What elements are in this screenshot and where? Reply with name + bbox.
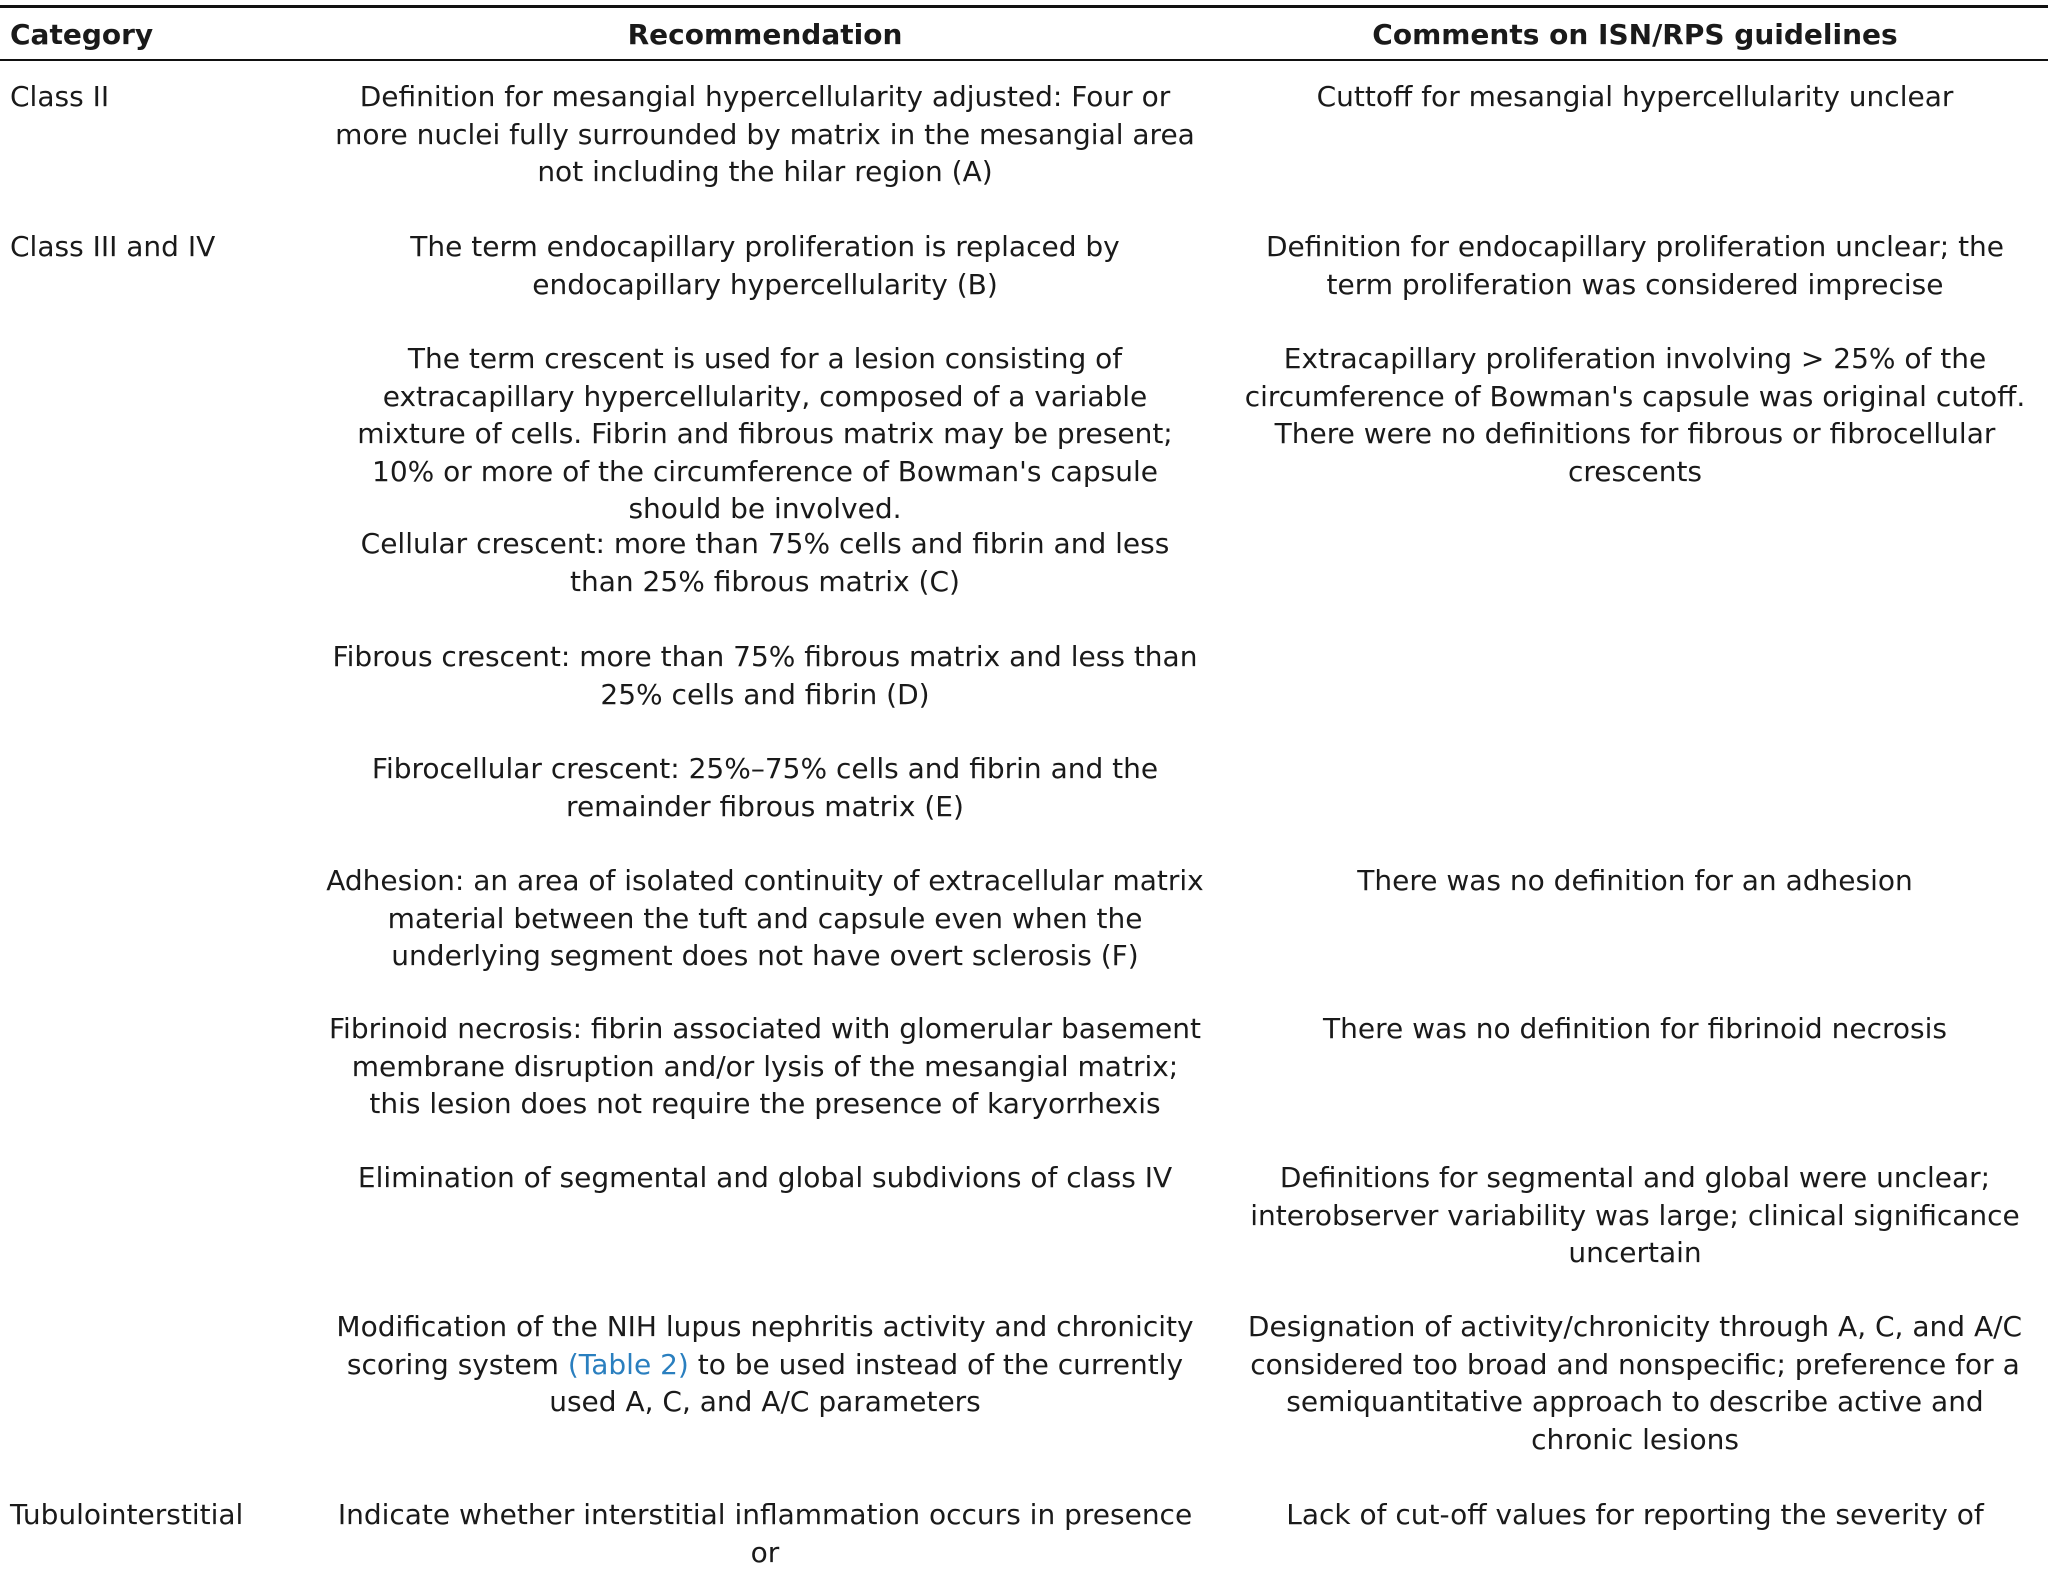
recommendation-text: Modification of the NIH lupus nephritis activity and chronicity scoring system [336,1310,1194,1381]
row-recommendation: The term endocapillary proliferation is replaced by endocapillary hypercellularity (B) [410,230,1120,301]
row-comment: There was no definition for an adhesion [1357,864,1913,897]
row-comment: Extracapillary proliferation involving > 25% of the circumference of Bowman's capsule was original cutoff. There were no definitions for fibrous or fibrocellular crescents [1244,342,2026,488]
header-rule [0,59,2048,61]
recommendation-text: to be used instead of the currently used A, C, and A/C parameters [549,1347,1184,1418]
table-2-link[interactable]: (Table 2) [567,1347,689,1381]
row-category: Class II [10,80,110,113]
row-recommendation: Adhesion: an area of isolated continuity of extracellular matrix material between the tuft and capsule even when the underlying segment does not have overt sclerosis (F) [326,864,1204,972]
row-recommendation: Elimination of segmental and global subdivions of class IV [357,1161,1173,1194]
row-comment: Designation of activity/chronicity through A, C, and A/C considered too broad and nonspecific; preference for a semiquantitative approach to describe active and chronic lesions [1247,1310,2023,1456]
row-comment: Lack of cut-off values for reporting the severity of [1286,1498,1984,1531]
row-recommendation: The term crescent is used for a lesion consisting of extracapillary hypercellularity, composed of a variable mixture of cells. Fibrin and fibrous matrix may be present; 10% or more of the circumference of Bowman's capsule should be involved. [357,342,1173,525]
column-header-category: Category [10,18,154,51]
row-comment: There was no definition for fibrinoid necrosis [1323,1012,1947,1045]
row-recommendation: Fibrous crescent: more than 75% fibrous matrix and less than 25% cells and fibrin (D) [332,640,1198,711]
row-comment: Definition for endocapillary proliferation unclear; the term proliferation was considered imprecise [1265,230,2005,301]
row-comment: Cuttoff for mesangial hypercellularity unclear [1316,80,1954,113]
row-category: Class III and IV [10,230,216,263]
row-comment: Definitions for segmental and global were unclear; interobserver variability was large; clinical significance uncertain [1250,1161,2020,1269]
row-recommendation: Definition for mesangial hypercellularity adjusted: Four or more nuclei fully surrounded by matrix in the mesangial area not including the hilar region (A) [335,80,1195,188]
row-recommendation [325,1308,1205,1421]
column-header-recommendation: Recommendation [627,18,903,51]
column-header-comments: Comments on ISN/RPS guidelines [1372,18,1898,51]
row-recommendation: Cellular crescent: more than 75% cells and fibrin and less than 25% fibrous matrix (C) [360,527,1170,598]
row-recommendation: Indicate whether interstitial inflammation occurs in presence or [337,1498,1193,1569]
table-top-rule [0,5,2048,8]
row-recommendation: Fibrinoid necrosis: fibrin associated with glomerular basement membrane disruption and/or lysis of the mesangial matrix; this lesion does not require the presence of karyorrhexis [328,1012,1202,1120]
row-category: Tubulointerstitial [10,1498,244,1531]
row-recommendation: Fibrocellular crescent: 25%–75% cells and fibrin and the remainder fibrous matrix (E) [371,752,1159,823]
